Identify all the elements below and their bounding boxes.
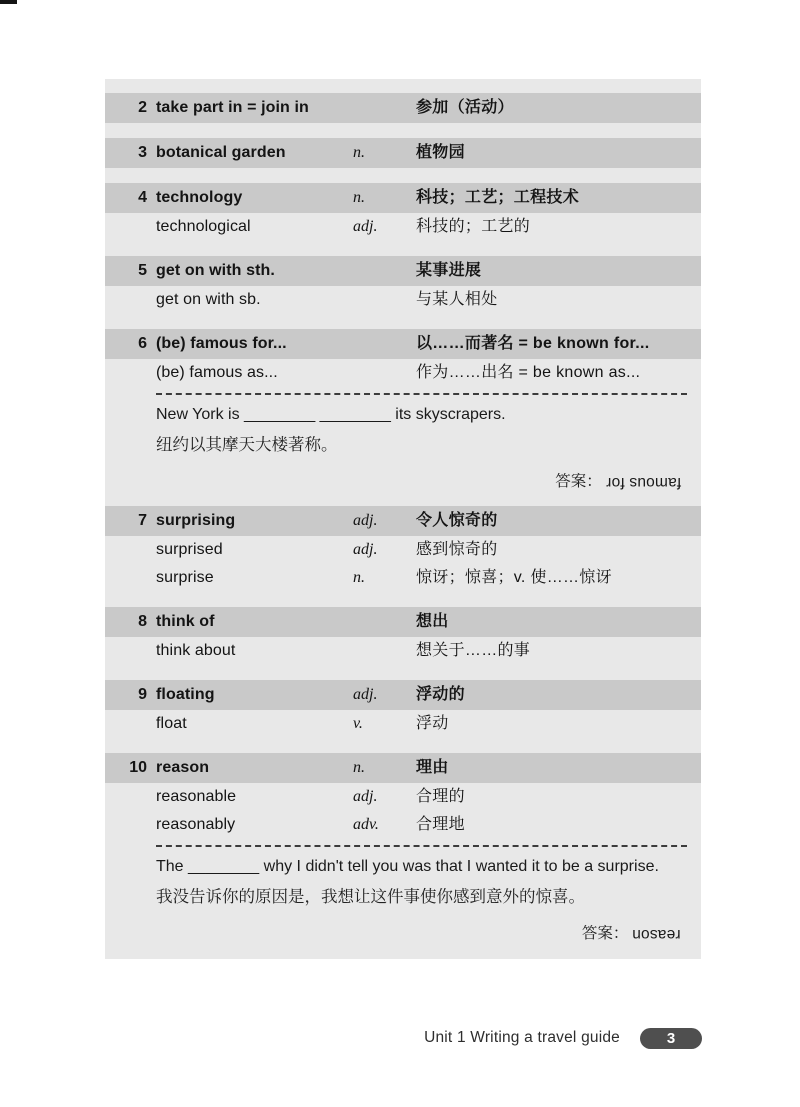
- vocab-row: [105, 637, 701, 665]
- answer-text-flipped: reason: [632, 926, 681, 943]
- entry-number: 2: [138, 99, 147, 116]
- entry-number: 7: [138, 512, 147, 529]
- entry-word: float: [156, 715, 187, 732]
- entry-number: 6: [138, 335, 147, 352]
- definition: 参加（活动）: [416, 99, 514, 116]
- entry-word: reason: [156, 759, 210, 776]
- vocab-row: [105, 564, 701, 592]
- entry-word: (be) famous as...: [156, 364, 278, 381]
- vocab-row: [105, 286, 701, 314]
- vocab-entry: [105, 256, 701, 314]
- entry-word: reasonably: [156, 816, 236, 833]
- entry-word: get on with sth.: [156, 262, 275, 279]
- entry-word: (be) famous for...: [156, 335, 287, 352]
- answer-text-flipped: famous for: [605, 474, 681, 491]
- dashed-divider: [156, 845, 687, 847]
- part-of-speech: n.: [353, 569, 365, 586]
- entry-number: 4: [138, 189, 147, 206]
- vocab-row: [105, 329, 701, 359]
- answer-line: [156, 921, 681, 943]
- entry-word: get on with sb.: [156, 291, 261, 308]
- vocab-row: [105, 783, 701, 811]
- vocab-entry: [105, 680, 701, 738]
- example-sentence-en: The ________ why I didn't tell you was that I wanted it to be a surprise.: [156, 858, 659, 875]
- part-of-speech: adj.: [353, 788, 378, 805]
- entry-word: botanical garden: [156, 144, 286, 161]
- entry-word: think about: [156, 642, 236, 659]
- definition: 合理地: [416, 816, 465, 833]
- part-of-speech: v.: [353, 715, 363, 732]
- vocab-row: [105, 359, 701, 387]
- entry-number: 9: [138, 686, 147, 703]
- answer-line: [156, 469, 681, 491]
- vocab-entry: [105, 753, 701, 943]
- entry-word: think of: [156, 613, 215, 630]
- part-of-speech: adj.: [353, 541, 378, 558]
- part-of-speech: adj.: [353, 512, 378, 529]
- vocab-row: [105, 183, 701, 213]
- part-of-speech: n.: [353, 144, 365, 161]
- definition: 科技的；工艺的: [416, 218, 531, 235]
- definition: 植物园: [416, 144, 465, 161]
- answer-label: 答案：: [581, 925, 629, 942]
- entry-number: 5: [138, 262, 147, 279]
- vocab-entry: [105, 93, 701, 123]
- entry-word: surprised: [156, 541, 223, 558]
- part-of-speech: adj.: [353, 686, 378, 703]
- entry-word: take part in = join in: [156, 99, 309, 116]
- part-of-speech: adv.: [353, 816, 379, 833]
- vocab-row: [105, 256, 701, 286]
- answer-label: 答案：: [555, 473, 602, 490]
- vocab-row: [105, 93, 701, 123]
- definition: 浮动的: [416, 686, 465, 703]
- vocab-entry: [105, 506, 701, 592]
- footer-unit-title: Unit 1 Writing a travel guide: [424, 1029, 620, 1046]
- definition: 以……而著名 = be known for...: [416, 335, 650, 352]
- definition: 想关于……的事: [416, 642, 531, 659]
- vocab-row: [105, 213, 701, 241]
- entry-number: 10: [129, 759, 147, 776]
- entry-word: surprise: [156, 569, 214, 586]
- vocab-row: [105, 536, 701, 564]
- definition: 作为……出名 = be known as...: [416, 364, 641, 381]
- example-sentence-cn: 我没告诉你的原因是，我想让这件事使你感到意外的惊喜。: [156, 887, 585, 906]
- vocab-entry: [105, 138, 701, 168]
- entry-word: technology: [156, 189, 243, 206]
- vocab-row: [105, 607, 701, 637]
- entry-number: 8: [138, 613, 147, 630]
- definition: 感到惊奇的: [416, 541, 498, 558]
- definition: 理由: [416, 759, 449, 776]
- vocab-row: [105, 811, 701, 839]
- entry-word: reasonable: [156, 788, 237, 805]
- vocab-row: [105, 680, 701, 710]
- entry-number: 3: [138, 144, 147, 161]
- part-of-speech: adj.: [353, 218, 378, 235]
- entry-word: floating: [156, 686, 215, 703]
- definition: 想出: [416, 613, 449, 630]
- definition: 某事进展: [416, 262, 482, 279]
- vocab-row: [105, 753, 701, 783]
- example-sentence-en: New York is ________ ________ its skyscrapers.: [156, 406, 506, 423]
- vocab-entry: [105, 607, 701, 665]
- definition: 与某人相处: [416, 291, 498, 308]
- entry-word: surprising: [156, 512, 236, 529]
- vocab-entry: [105, 183, 701, 241]
- part-of-speech: n.: [353, 189, 365, 206]
- entry-word: technological: [156, 218, 251, 235]
- definition: 惊讶；惊喜；v. 使……惊讶: [416, 569, 612, 586]
- fill-in-exercise: [156, 393, 687, 491]
- vocab-row: [105, 138, 701, 168]
- page-footer: [424, 1026, 702, 1050]
- dashed-divider: [156, 393, 687, 395]
- registration-mark: [0, 0, 17, 4]
- fill-in-exercise: [156, 845, 687, 943]
- vocab-row: [105, 506, 701, 536]
- definition: 浮动: [416, 715, 449, 732]
- definition: 合理的: [416, 788, 465, 805]
- vocab-list: [105, 79, 701, 959]
- vocab-entry: [105, 329, 701, 491]
- page-number-badge: 3: [640, 1028, 702, 1049]
- vocab-row: [105, 710, 701, 738]
- definition: 令人惊奇的: [416, 512, 498, 529]
- definition: 科技；工艺；工程技术: [416, 189, 580, 206]
- part-of-speech: n.: [353, 759, 365, 776]
- example-sentence-cn: 纽约以其摩天大楼著称。: [156, 435, 338, 454]
